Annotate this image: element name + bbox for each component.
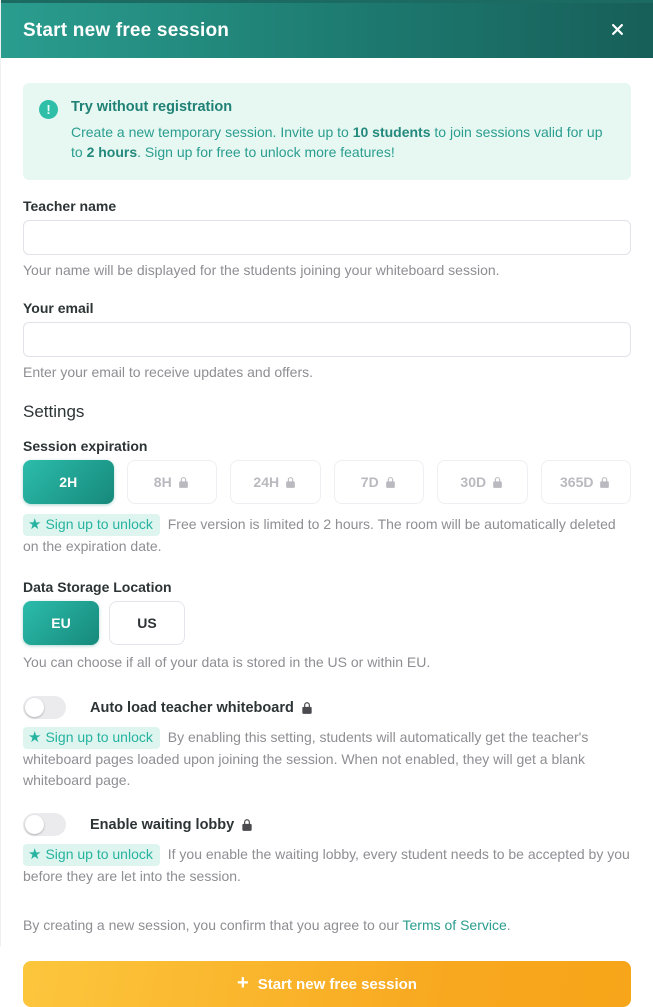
auto-load-note [23,727,631,791]
modal-body [1,58,653,1007]
session-expiration-label: Session expiration [23,438,148,454]
alert-text: to join sessions valid for up to [71,124,603,160]
email-input[interactable] [23,322,631,357]
teacher-name-helper: Your name will be displayed for the students joining your whiteboard session. [23,262,500,278]
lobby-note [23,844,631,887]
lock-icon [384,476,397,489]
lobby-label-text: Enable waiting lobby [90,816,235,833]
auto-load-label [90,700,314,716]
expiration-option-label: 30D [460,474,487,490]
email-label: Your email [23,300,94,316]
expiration-option-2h[interactable] [23,460,114,504]
lock-icon [300,701,314,715]
expiration-option-24h[interactable] [230,460,321,504]
email-helper: Enter your email to receive updates and offers. [23,364,314,380]
teacher-name-input[interactable] [23,220,631,255]
auto-load-toggle[interactable] [23,696,66,719]
expiration-note [23,514,631,557]
alert-bold-hours: 2 hours [86,144,138,160]
expiration-option-label: 365D [560,474,594,490]
storage-option-us[interactable] [109,601,185,645]
lobby-toggle-row [23,813,631,836]
lock-icon [491,476,504,489]
expiration-option-7d[interactable] [334,460,425,504]
data-storage-helper: You can choose if all of your data is stored in the US or within EU. [23,654,431,670]
sign-up-to-unlock-badge[interactable] [23,844,160,866]
sign-up-to-unlock-badge[interactable] [23,727,160,749]
lock-icon [177,476,190,489]
unlock-badge-label: Sign up to unlock [45,846,153,862]
alert-text: . Sign up for free to unlock more features! [137,144,395,160]
toggle-knob [25,698,44,717]
unlock-badge-label: Sign up to unlock [45,516,153,532]
alert-title: Try without registration [71,99,233,115]
alert-body [71,122,613,162]
alert-text: Create a new temporary session. Invite up to [71,124,353,140]
data-storage-label: Data Storage Location [23,579,172,595]
sign-up-to-unlock-badge[interactable] [23,514,160,536]
lobby-note-text: If you enable the waiting lobby, every student needs to be accepted by you before they are let into the session. [23,846,630,884]
unlock-badge-label: Sign up to unlock [45,729,153,745]
star-icon: ★ [28,729,42,746]
settings-heading: Settings [23,402,85,421]
modal-header [1,0,653,58]
terms-suffix: . [506,917,511,933]
close-icon [610,22,625,40]
session-expiration-options [23,460,631,504]
expiration-option-label: 7D [360,474,379,490]
expiration-note-text: Free version is limited to 2 hours. The room will be automatically deleted on the expiration date. [23,516,616,554]
expiration-option-365d[interactable] [541,460,632,504]
start-session-button-label: Start new free session [257,975,417,993]
lock-icon [598,476,611,489]
terms-text [23,917,631,933]
info-icon: ! [39,100,58,119]
try-without-registration-alert [23,83,631,180]
expiration-option-label: 24H [253,474,280,490]
lock-icon [284,476,297,489]
lobby-label [90,817,254,833]
terms-of-service-link[interactable]: Terms of Service [402,917,507,933]
lock-icon [240,818,254,832]
storage-option-label: EU [51,615,71,631]
star-icon: ★ [28,846,42,863]
plus-icon: + [237,972,249,994]
teacher-name-label: Teacher name [23,198,117,214]
lobby-toggle[interactable] [23,813,66,836]
expiration-option-label: 2H [59,474,78,490]
alert-content [71,99,613,162]
modal-title: Start new free session [23,19,230,41]
start-session-button[interactable] [23,961,631,1007]
data-storage-options [23,601,631,645]
star-icon: ★ [28,516,42,533]
close-button[interactable] [606,18,629,44]
alert-bold-students: 10 students [352,124,431,140]
expiration-option-30d[interactable] [437,460,528,504]
expiration-option-8h[interactable] [127,460,218,504]
storage-option-eu[interactable] [23,601,99,645]
expiration-option-label: 8H [153,474,172,490]
auto-load-label-text: Auto load teacher whiteboard [90,699,294,716]
toggle-knob [25,815,44,834]
storage-option-label: US [137,615,157,631]
auto-load-note-text: By enabling this setting, students will automatically get the teacher's whiteboard pages loaded upon joining the session. When not enabled, they will get a blank whiteboard page. [23,729,589,788]
terms-prefix: By creating a new session, you confirm that you agree to our [23,917,403,933]
auto-load-toggle-row [23,696,631,719]
